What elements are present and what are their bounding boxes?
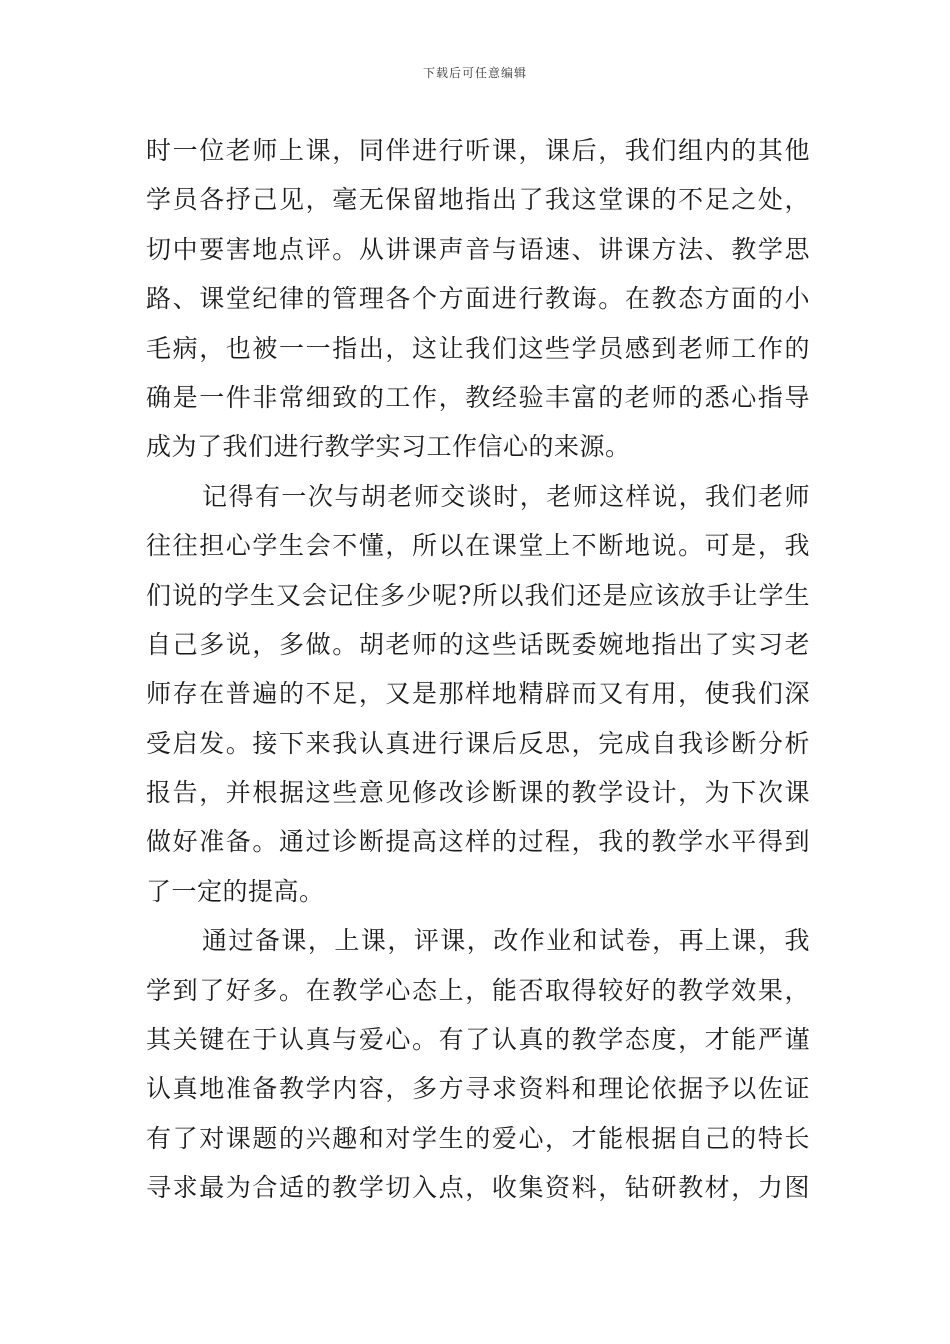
text-line: 寻求最为合适的教学切入点，收集资料，钻研教材，力图 (146, 1173, 810, 1203)
text-line: 有了对课题的兴趣和对学生的爱心，才能根据自己的特长 (146, 1123, 810, 1153)
text-line: 时一位老师上课，同伴进行听课，课后，我们组内的其他 (146, 136, 810, 165)
text-line: 路、课堂纪律的管理各个方面进行教诲。在教态方面的小 (146, 284, 810, 314)
text-line: 了一定的提高。 (146, 876, 325, 906)
text-line: 自己多说，多做。胡老师的这些话既委婉地指出了实习老 (146, 629, 810, 659)
text-line: 受启发。接下来我认真进行课后反思，完成自我诊断分析 (146, 728, 810, 758)
paragraph-2 (146, 472, 810, 917)
text-line: 确是一件非常细致的工作，教经验丰富的老师的悉心指导 (146, 382, 810, 412)
text-line: 切中要害地点评。从讲课声音与语速、讲课方法、教学思 (146, 234, 810, 264)
text-line: 做好准备。通过诊断提高这样的过程，我的教学水平得到 (146, 827, 810, 857)
text-line: 毛病，也被一一指出，这让我们这些学员感到老师工作的 (146, 333, 810, 363)
paragraph-1 (146, 126, 810, 472)
text-line: 通过备课，上课，评课，改作业和试卷，再上课，我 (202, 926, 810, 956)
page-header: 下载后可任意编辑 (422, 66, 527, 80)
text-line: 报告，并根据这些意见修改诊断课的教学设计，为下次课 (146, 778, 810, 808)
document-body (146, 126, 810, 1213)
text-line: 成为了我们进行教学实习工作信心的来源。 (146, 432, 631, 462)
text-line: 学员各抒己见，毫无保留地指出了我这堂课的不足之处， (146, 185, 810, 215)
text-line: 学到了好多。在教学心态上，能否取得较好的教学效果， (146, 975, 810, 1005)
paragraph-3 (146, 916, 810, 1212)
text-line: 记得有一次与胡老师交谈时，老师这样说，我们老师 (202, 481, 810, 511)
text-line: 往往担心学生会不懂，所以在课堂上不断地说。可是，我 (146, 531, 810, 561)
text-line: 其关键在于认真与爱心。有了认真的教学态度，才能严谨 (146, 1025, 810, 1055)
text-line: 们说的学生又会记住多少呢?所以我们还是应该放手让学生 (146, 580, 810, 610)
text-line: 认真地准备教学内容，多方寻求资料和理论依据予以佐证 (146, 1074, 810, 1104)
text-line: 师存在普遍的不足，又是那样地精辟而又有用，使我们深 (146, 679, 810, 709)
